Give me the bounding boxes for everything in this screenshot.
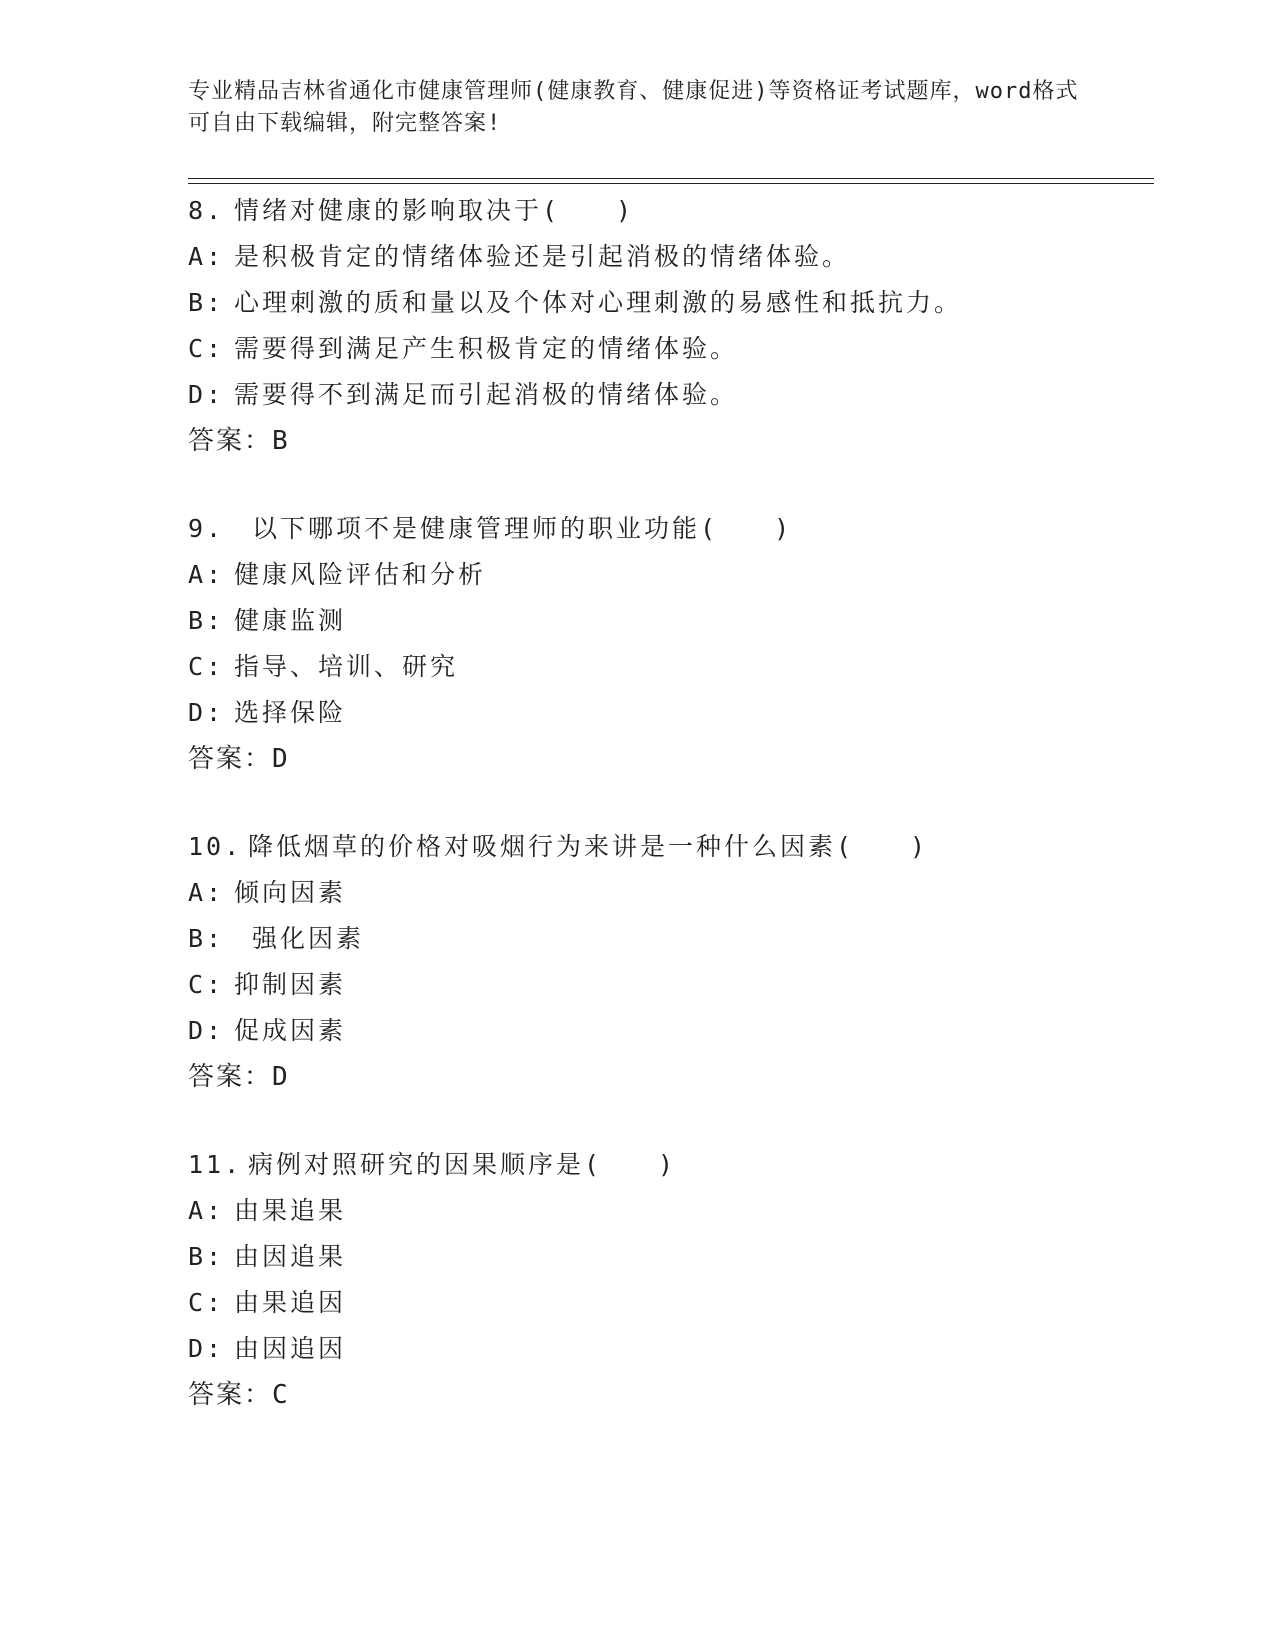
answer-label: 答案： — [188, 1380, 273, 1410]
option-text: 健康监测 — [234, 606, 347, 635]
option-key: B: — [188, 288, 225, 317]
option-key: D: — [188, 1334, 225, 1363]
answer-label: 答案： — [188, 426, 273, 456]
option-c — [188, 326, 1148, 372]
question-number: 9. — [188, 514, 225, 543]
option-key: D: — [188, 380, 225, 409]
answer-value: D — [272, 1062, 290, 1092]
option-text: 心理刺激的质和量以及个体对心理刺激的易感性和抵抗力。 — [234, 288, 963, 317]
option-text: 由果追因 — [234, 1288, 347, 1317]
answer-line — [188, 1054, 1148, 1100]
answer-label: 答案： — [188, 744, 273, 774]
option-b — [188, 916, 1148, 962]
option-text: 倾向因素 — [234, 878, 347, 907]
option-text: 强化因素 — [234, 924, 365, 953]
option-a — [188, 1188, 1148, 1234]
answer-line — [188, 1372, 1148, 1418]
question-text: 病例对照研究的因果顺序是( ) — [248, 1150, 677, 1179]
question-text: 降低烟草的价格对吸烟行为来讲是一种什么因素( ) — [248, 832, 929, 861]
question-9 — [188, 506, 1148, 782]
option-d — [188, 1326, 1148, 1372]
header-rule-bottom — [188, 183, 1154, 184]
option-key: A: — [188, 878, 225, 907]
option-key: C: — [188, 1288, 225, 1317]
option-key: D: — [188, 698, 225, 727]
document-header: 专业精品吉林省通化市健康管理师(健康教育、健康促进)等资格证考试题库，word格式可自由下载编辑，附完整答案! — [188, 79, 1079, 136]
question-stem — [188, 188, 1148, 234]
option-a — [188, 234, 1148, 280]
option-text: 由因追因 — [234, 1334, 347, 1363]
answer-line — [188, 418, 1148, 464]
header-rule-top — [188, 178, 1154, 179]
option-key: D: — [188, 1016, 225, 1045]
option-key: B: — [188, 924, 225, 953]
option-text: 需要得不到满足而引起消极的情绪体验。 — [234, 380, 739, 409]
option-text: 选择保险 — [234, 698, 347, 727]
option-a — [188, 870, 1148, 916]
option-text: 由果追果 — [234, 1196, 347, 1225]
option-key: A: — [188, 242, 225, 271]
answer-value: D — [272, 744, 290, 774]
option-c — [188, 962, 1148, 1008]
option-key: A: — [188, 560, 225, 589]
option-b — [188, 1234, 1148, 1280]
question-number: 10. — [188, 832, 243, 861]
question-number: 11. — [188, 1150, 243, 1179]
answer-line — [188, 736, 1148, 782]
option-a — [188, 552, 1148, 598]
question-text: 情绪对健康的影响取决于( ) — [234, 196, 635, 225]
option-key: B: — [188, 1242, 225, 1271]
option-text: 指导、培训、研究 — [234, 652, 459, 681]
option-d — [188, 1008, 1148, 1054]
option-key: B: — [188, 606, 225, 635]
answer-label: 答案： — [188, 1062, 273, 1092]
answer-value: C — [272, 1380, 290, 1410]
answer-value: B — [272, 426, 290, 456]
question-number: 8. — [188, 196, 225, 225]
option-key: C: — [188, 334, 225, 363]
option-d — [188, 372, 1148, 418]
option-c — [188, 644, 1148, 690]
option-c — [188, 1280, 1148, 1326]
option-d — [188, 690, 1148, 736]
question-11 — [188, 1142, 1148, 1418]
option-text: 健康风险评估和分析 — [234, 560, 487, 589]
option-text: 是积极肯定的情绪体验还是引起消极的情绪体验。 — [234, 242, 851, 271]
question-stem — [188, 506, 1148, 552]
question-8 — [188, 188, 1148, 464]
question-stem — [188, 1142, 1148, 1188]
question-text: 以下哪项不是健康管理师的职业功能( ) — [234, 514, 793, 543]
question-stem — [188, 824, 1148, 870]
option-key: A: — [188, 1196, 225, 1225]
question-10 — [188, 824, 1148, 1100]
option-key: C: — [188, 970, 225, 999]
option-key: C: — [188, 652, 225, 681]
option-text: 需要得到满足产生积极肯定的情绪体验。 — [234, 334, 739, 363]
option-text: 抑制因素 — [234, 970, 347, 999]
option-b — [188, 280, 1148, 326]
option-b — [188, 598, 1148, 644]
option-text: 促成因素 — [234, 1016, 347, 1045]
option-text: 由因追果 — [234, 1242, 347, 1271]
